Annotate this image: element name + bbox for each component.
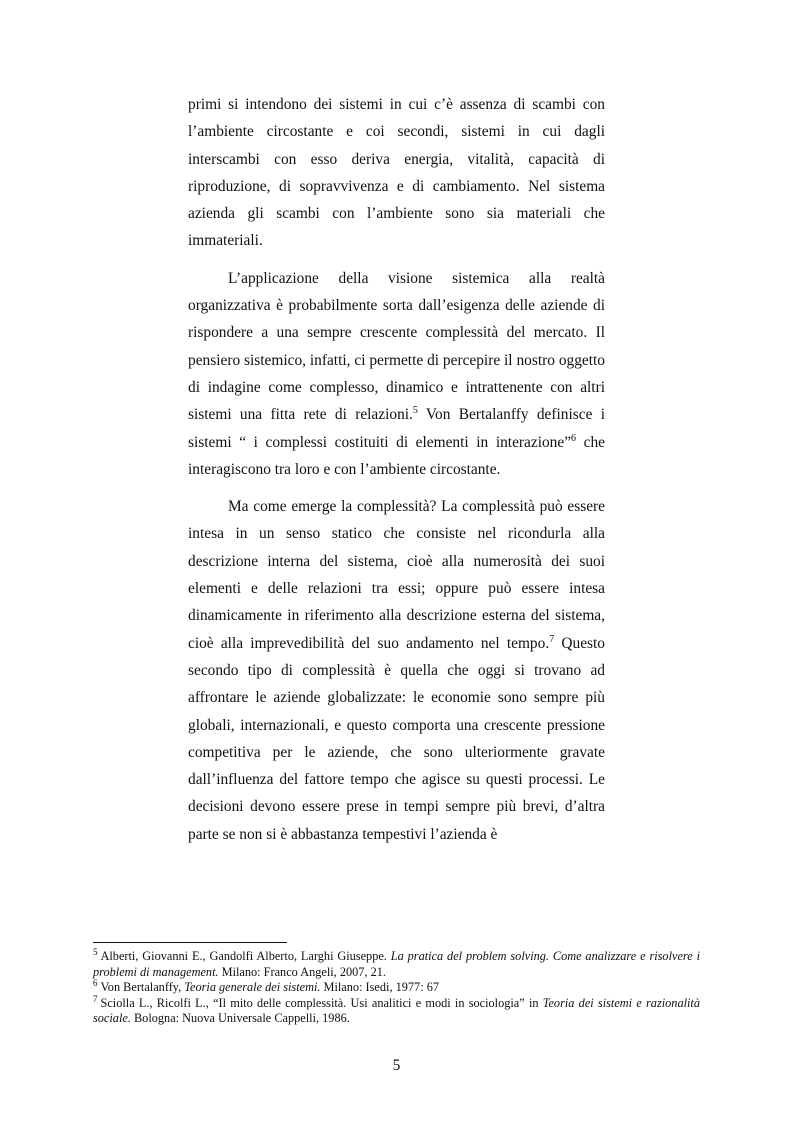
footnotes	[93, 946, 701, 1027]
text-run: Von Bertalanffy,	[100, 980, 185, 995]
body-paragraph	[188, 91, 605, 255]
footnote-separator	[93, 942, 287, 943]
footnote-5	[93, 946, 701, 980]
footnote-number: 7	[93, 993, 98, 1004]
body-paragraph	[188, 493, 605, 848]
text-run: Bologna: Nuova Universale Cappelli, 1986.	[130, 1011, 350, 1026]
body-paragraph	[188, 265, 605, 483]
text-run: Questo secondo tipo di complessità è quella che oggi si trovano ad affrontare le aziende globalizzate: le economie sono sempre più globali, internazionali, e questo comporta una crescente pressione competitiva per le aziende, che sono ulteriormente gravate dall’influenza del fattore tempo che agisce su questi processi. Le decisioni devono essere prese in tempi sempre più brevi, d’altra parte se non si è abbastanza tempestivi l’azienda è	[188, 634, 606, 843]
footnote-ref: 6	[571, 432, 577, 444]
text-run: Alberti, Giovanni E., Gandolfi Alberto, Larghi Giuseppe.	[100, 949, 391, 963]
footnote-number: 6	[93, 978, 98, 989]
text-run: Von Bertalanffy definisce i sistemi “ i complessi costituiti di elementi in interazione”	[188, 406, 605, 451]
page-body	[188, 91, 605, 848]
text-run: Milano: Isedi, 1977: 67	[320, 980, 439, 995]
footnote-text	[101, 980, 440, 994]
italic-title: La pratica del problem solving. Come analizzare e risolvere i problemi di management.	[93, 949, 701, 979]
page-number: 5	[392, 1057, 401, 1074]
footnote-text	[93, 993, 700, 1026]
footnote-number: 5	[93, 946, 98, 957]
text-run: Milano: Franco Angeli, 2007, 21.	[218, 964, 386, 979]
text-run: Sciolla L., Ricolfi L., “Il mito delle complessità. Usi analitici e modi in sociologia” in	[100, 995, 543, 1010]
italic-title: Teoria generale dei sistemi.	[184, 980, 321, 995]
footnote-ref: 5	[412, 405, 418, 417]
footnote-7	[93, 993, 700, 1027]
italic-title: Teoria dei sistemi e razionalità sociale.	[93, 995, 700, 1026]
text-run: primi si intendono dei sistemi in cui c’è assenza di scambi con l’ambiente circostante e coi secondi, sistemi in cui dagli interscambi con esso deriva energia, vitalità, capacità di riproduzione, di sopravvivenza e di cambiamento. Nel sistema azienda gli scambi con l’ambiente sono sia materiali che immateriali.	[188, 96, 605, 250]
footnote-ref: 7	[549, 633, 555, 645]
text-run: Ma come emerge la complessità? La complessità può essere intesa in un senso statico che consiste nel ricondurla alla descrizione interna del sistema, cioè alla numerosità dei suoi elementi e delle relazioni tra essi; oppure può essere intesa dinamicamente in riferimento alla descrizione esterna del sistema, cioè alla imprevedibilità del suo andamento nel tempo.	[188, 498, 605, 652]
footnote-text	[93, 946, 701, 979]
text-run: L’applicazione della visione sistemica alla realtà organizzativa è probabilmente sorta dall’esigenza delle aziende di rispondere a una sempre crescente complessità del mercato. Il pensiero sistemico, infatti, ci permette di percepire il nostro oggetto di indagine come complesso, dinamico e intrattenente con altri sistemi una fitta rete di relazioni.	[188, 269, 605, 424]
footnote-6	[93, 980, 700, 996]
text-run: che interagiscono tra loro e con l’ambiente circostante.	[188, 433, 606, 478]
